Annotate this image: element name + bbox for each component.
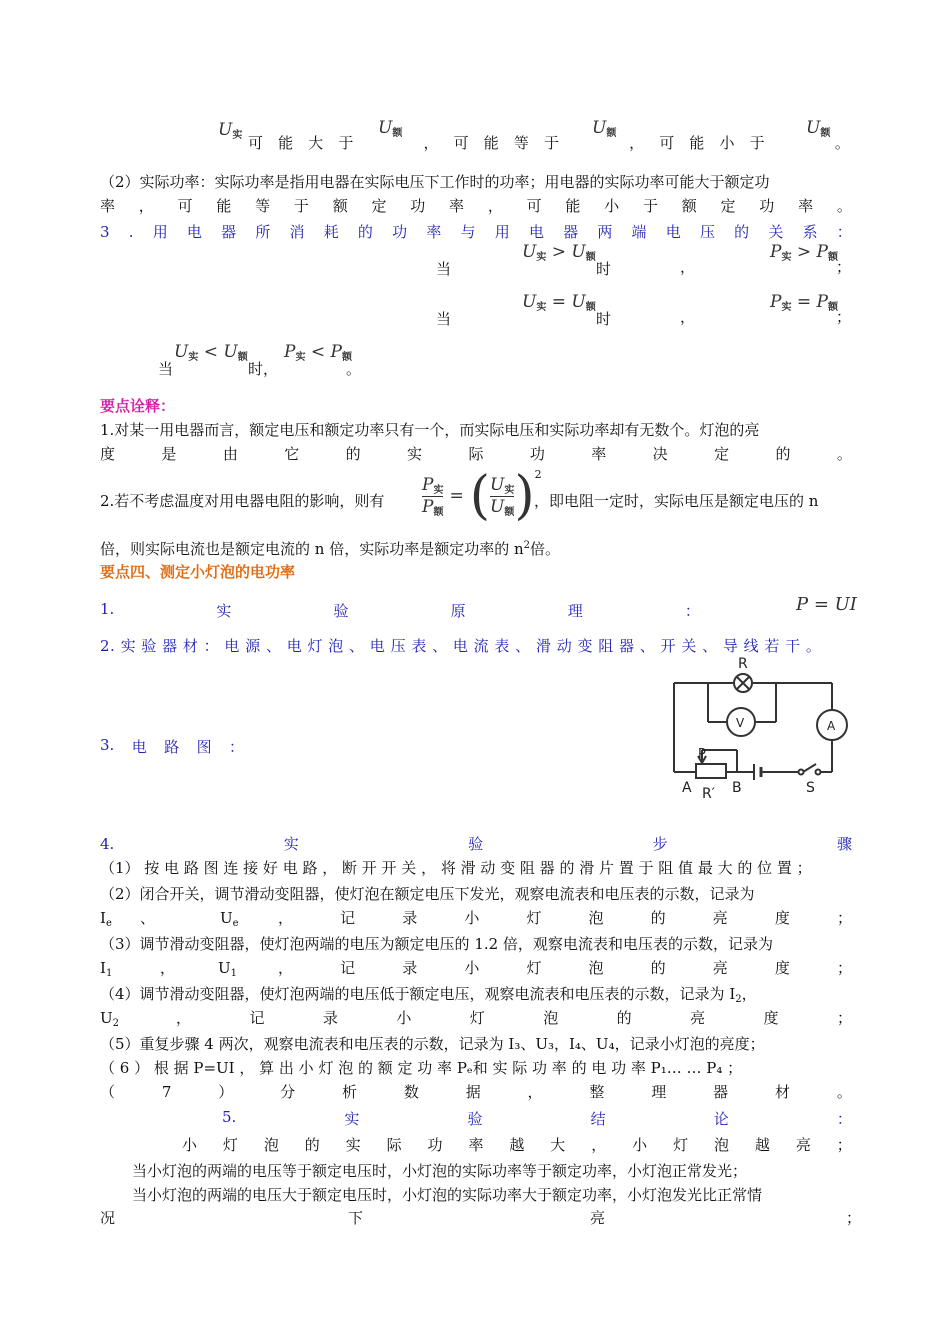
char: 灯 <box>673 1136 689 1154</box>
char: 实 <box>216 602 232 620</box>
char: 率 <box>591 445 607 463</box>
char: 所 <box>255 223 271 241</box>
char: 功 <box>392 223 408 241</box>
char: 能 <box>565 197 581 215</box>
char: 7 <box>161 1083 172 1101</box>
char: 亮 <box>795 1136 811 1154</box>
char: 据 <box>465 1083 481 1101</box>
char: ； <box>846 1209 862 1227</box>
char: 的 <box>734 223 750 241</box>
char: 。 <box>836 197 852 215</box>
char: 率 <box>468 1136 484 1154</box>
char: 器 <box>713 1083 729 1101</box>
char: 亮 <box>712 959 728 977</box>
step-7 <box>100 1082 852 1102</box>
char: 际 <box>468 445 484 463</box>
char: 灯 <box>222 1136 238 1154</box>
math-u-rated-3: $U_额$ <box>806 118 831 139</box>
char: 4. <box>100 835 115 853</box>
char: 析 <box>341 1083 357 1101</box>
char: 功 <box>410 197 426 215</box>
char: 率 <box>798 197 814 215</box>
char: 分 <box>280 1083 296 1101</box>
char: ， <box>278 909 294 927</box>
char: 的 <box>304 1136 320 1154</box>
char: 泡 <box>713 1136 729 1154</box>
char: 的 <box>357 223 373 241</box>
char: 越 <box>509 1136 525 1154</box>
char: 小 <box>604 197 620 215</box>
char: 理 <box>651 1083 667 1101</box>
points-title: 要点诠释： <box>100 397 176 415</box>
char: 定 <box>714 445 730 463</box>
char: 。 <box>836 1083 852 1101</box>
math-u-actual: $U_实$ <box>218 120 243 141</box>
char: 图 <box>196 738 212 756</box>
char: 记 <box>249 1009 265 1027</box>
circuit-label-b: B <box>732 780 742 796</box>
char: 用 <box>152 223 168 241</box>
char: ； <box>836 909 852 927</box>
circuit-label-r: R <box>738 656 748 672</box>
char: 电 <box>131 738 147 756</box>
char: 数 <box>403 1083 419 1101</box>
char: 两 <box>597 223 613 241</box>
circuit-label-a: A <box>827 719 836 733</box>
char: （ <box>100 1083 116 1101</box>
char: 泡 <box>588 959 604 977</box>
char: 的 <box>775 445 791 463</box>
circuit-label-rprime: R′ <box>702 786 715 798</box>
char: 录 <box>402 909 418 927</box>
conclusion-title <box>222 1108 852 1129</box>
char: 泡 <box>588 909 604 927</box>
conclusion-2: 当小灯泡的两端的电压等于额定电压时，小灯泡的实际功率等于额定功率，小灯泡正常发光； <box>132 1162 748 1180</box>
char: . <box>128 223 134 241</box>
char: 关 <box>768 223 784 241</box>
char: 验 <box>467 1110 483 1128</box>
char: 小 <box>632 1136 648 1154</box>
char: 际 <box>386 1136 402 1154</box>
char: ） <box>218 1083 234 1101</box>
char: ： <box>836 223 852 241</box>
char: 功 <box>427 1136 443 1154</box>
char: 电 <box>186 223 202 241</box>
point-3: 倍，则实际电流也是额定电流的 n 倍，实际功率是额定功率的 $n^2$倍。 <box>100 540 561 558</box>
char: 越 <box>754 1136 770 1154</box>
char: 能 <box>216 197 232 215</box>
math-u-rated-2: $U_额$ <box>592 118 617 139</box>
char: 的 <box>650 959 666 977</box>
circuit-label-v: V <box>736 716 745 730</box>
char: 于 <box>293 197 309 215</box>
char: ； <box>836 1009 852 1027</box>
point-2-text-b: ，即电阻一定时，实际电压是额定电压的 n <box>534 492 819 510</box>
voltage-compare-text: 可 能 大 于 ， 可 能 等 于 ， 可 能 小 于 。 <box>248 134 850 152</box>
char: 1. <box>100 600 115 618</box>
char: 系 <box>802 223 818 241</box>
char: 度 <box>100 445 116 463</box>
char: 小 <box>464 909 480 927</box>
step-2: （2）闭合开关，调节滑动变阻器，使灯泡在额定电压下发光，观察电流表和电压表的示数，记录为 <box>100 885 755 903</box>
char: 功 <box>529 445 545 463</box>
char: 小 <box>182 1136 198 1154</box>
char: 决 <box>652 445 668 463</box>
char: 率 <box>426 223 442 241</box>
char: 5. <box>222 1108 237 1126</box>
char: 于 <box>642 197 658 215</box>
char: 实 <box>344 1110 360 1128</box>
char: ； <box>836 1136 852 1154</box>
char: 是 <box>161 445 177 463</box>
char: ， <box>487 197 503 215</box>
char: 况 <box>100 1209 116 1227</box>
char: 额 <box>332 197 348 215</box>
principle-line <box>100 600 700 621</box>
char: 论 <box>713 1110 729 1128</box>
char: 泡 <box>543 1009 559 1027</box>
circuit-diagram <box>664 652 856 798</box>
char: 小 <box>464 959 480 977</box>
char: 定 <box>720 197 736 215</box>
relation-heading <box>100 222 852 242</box>
char: 。 <box>836 445 852 463</box>
char: ， <box>176 1009 192 1027</box>
step-3: （3）调节滑动变阻器，使灯泡两端的电压为额定电压的 1.2 倍，观察电流表和电压表的示数，记录为 <box>100 935 773 953</box>
char: 记 <box>340 959 356 977</box>
char: 功 <box>759 197 775 215</box>
char: 灯 <box>526 909 542 927</box>
char: 亮 <box>690 1009 706 1027</box>
char: 验 <box>468 835 484 853</box>
char: ： <box>228 738 244 756</box>
char: 定 <box>371 197 387 215</box>
char: ： <box>684 602 700 620</box>
actual-power-line: （2）实际功率：实际功率是指用电器在实际电压下工作时的功率；用电器的实际功率可能大于额定功 <box>100 173 770 191</box>
char: 额 <box>681 197 697 215</box>
char: 3 <box>100 223 110 241</box>
char: 亮 <box>590 1209 606 1227</box>
char: 的 <box>616 1009 632 1027</box>
char: 电 <box>665 223 681 241</box>
char: 可 <box>177 197 193 215</box>
char: 它 <box>284 445 300 463</box>
char: 与 <box>460 223 476 241</box>
section-4-title: 要点四、测定小灯泡的电功率 <box>100 563 296 581</box>
char: 下 <box>348 1209 364 1227</box>
principle-formula: P = UI <box>796 594 857 615</box>
equipment-line: 2. 实 验 器 材 ： 电 源 、 电 灯 泡 、 电 压 表 、 电 流 表 、 滑 动 变 阻 器 、 开 关 、 导 线 若 干 。 <box>100 637 822 655</box>
char: 率 <box>100 197 116 215</box>
char: 路 <box>164 738 180 756</box>
char: 录 <box>402 959 418 977</box>
step-1: （1） 按 电 路 图 连 接 好 电 路 ， 断 开 开 关 ， 将 滑 动 变 阻 器 的 滑 片 置 于 阻 值 最 大 的 位 置 ； <box>100 859 812 877</box>
char: 3. <box>100 736 115 754</box>
char: 的 <box>650 909 666 927</box>
math-u-rated-1: $U_额$ <box>378 118 403 139</box>
char: 结 <box>590 1110 606 1128</box>
char: 电 <box>528 223 544 241</box>
char: ， <box>591 1136 607 1154</box>
point-2-text-a: 2.若不考虑温度对用电器电阻的影响，则有 <box>100 492 385 510</box>
step-5: （5）重复步骤 4 两次，观察电流表和电压表的示数，记录为 I₃、U₃，I₄、U₄，记录小灯泡的亮度； <box>100 1035 765 1053</box>
point-1b <box>100 444 852 464</box>
char: 灯 <box>526 959 542 977</box>
step-6: （ 6 ） 根 据 P=UI ， 算 出 小 灯 泡 的 额 定 功 率 Pₑ和 实 际 功 率 的 电 功 率 P₁… … P₄ ； <box>100 1059 743 1077</box>
char: ， <box>138 197 154 215</box>
actual-power-line-2 <box>100 196 852 216</box>
step-4: （4）调节滑动变阻器，使灯泡两端的电压低于额定电压，观察电流表和电压表的示数，记录为 $I_2$， <box>100 985 757 1005</box>
char: 消 <box>289 223 305 241</box>
char: ； <box>836 959 852 977</box>
char: 等 <box>255 197 271 215</box>
circuit-label-end-a: A <box>682 780 692 796</box>
char: 度 <box>774 909 790 927</box>
char: 材 <box>774 1083 790 1101</box>
char: 录 <box>322 1009 338 1027</box>
char: 小 <box>396 1009 412 1027</box>
char: 实 <box>283 835 299 853</box>
char: 端 <box>631 223 647 241</box>
char: 泡 <box>263 1136 279 1154</box>
circuit-label-s: S <box>806 780 815 796</box>
char: 原 <box>450 602 466 620</box>
char: 由 <box>222 445 238 463</box>
conclusion-3: 当小灯泡的两端的电压大于额定电压时，小灯泡的实际功率大于额定功率，小灯泡发光比正常情 <box>132 1186 763 1204</box>
char: 实 <box>407 445 423 463</box>
char: 理 <box>567 602 583 620</box>
char: 步 <box>652 835 668 853</box>
circuit-label-p: P <box>698 747 706 762</box>
conclusion-1 <box>182 1134 852 1155</box>
char: 度 <box>774 959 790 977</box>
char: 用 <box>494 223 510 241</box>
char: 度 <box>763 1009 779 1027</box>
char: 压 <box>699 223 715 241</box>
char: 实 <box>345 1136 361 1154</box>
char: 验 <box>333 602 349 620</box>
char: ： <box>836 1110 852 1128</box>
char: 大 <box>550 1136 566 1154</box>
char: 的 <box>345 445 361 463</box>
char: ， <box>527 1083 543 1101</box>
steps-title <box>100 834 852 854</box>
char: 器 <box>563 223 579 241</box>
point-1a: 1.对某一用电器而言，额定电压和额定功率只有一个，而实际电压和实际功率却有无数个。灯泡的亮 <box>100 421 760 439</box>
char: ， <box>278 959 294 977</box>
char: 整 <box>589 1083 605 1101</box>
char: 灯 <box>469 1009 485 1027</box>
char: 记 <box>340 909 356 927</box>
circuit-label <box>100 736 244 757</box>
char: 器 <box>221 223 237 241</box>
power-ratio-formula: $\frac{P_实}{P_额}$ = ( $\frac{U_实}{U_额}$ ) 2 <box>422 466 542 526</box>
char: 亮 <box>712 909 728 927</box>
char: 可 <box>526 197 542 215</box>
char: 耗 <box>323 223 339 241</box>
char: 骤 <box>836 835 852 853</box>
char: 率 <box>449 197 465 215</box>
